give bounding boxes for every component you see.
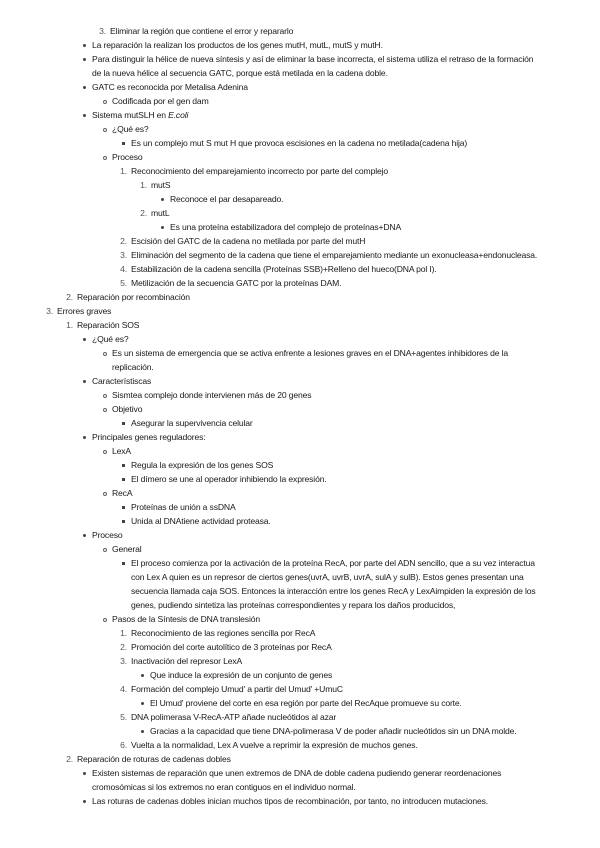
bullet-icon xyxy=(83,800,86,803)
item-text: Promoción del corte autolítico de 3 proteínas por RecA xyxy=(131,642,332,652)
list-item xyxy=(0,444,540,458)
bullet-icon xyxy=(103,492,107,496)
list-number: 1. xyxy=(120,166,127,176)
item-text: Las roturas de cadenas dobles inician muchos tipos de recombinación, por tanto, no introducen mutaciones. xyxy=(92,796,489,806)
list-item xyxy=(0,388,540,402)
item-text: Existen sistemas de reparación que unen extremos de DNA de doble cadena pudiendo generar reordenaciones cromosómicas si los extremos no eran contiguos en el individuo normal. xyxy=(92,768,502,792)
list-number: 4. xyxy=(120,684,127,694)
item-text: Unida al DNAtiene actividad proteasa. xyxy=(131,516,271,526)
list-item xyxy=(0,346,540,374)
list-number: 2. xyxy=(120,236,127,246)
list-item xyxy=(0,52,540,80)
bullet-icon xyxy=(83,86,86,89)
list-item xyxy=(0,514,540,528)
item-text: Proteínas de unión a ssDNA xyxy=(131,502,236,512)
bullet-icon xyxy=(83,114,86,117)
item-text: Inactivación del represor LexA xyxy=(131,656,243,666)
item-text: El proceso comienza por la activación de la proteína RecA, por parte del ADN sencillo, que a su vez interactua con Lex A quien es un represor de ciertos genes(uvrA, uvrB, uvrA, sulA y sulB). Estos genes presentan una secuencia llamada caja SOS. Entonces la interacción entre los genes RecA y LexAimpiden la expresión de los genes, pudiendo sintetiza las proteínas correspondientes y repara los daños producidos, xyxy=(131,558,536,610)
list-item xyxy=(0,654,540,668)
item-text: Característiscas xyxy=(92,376,152,386)
bullet-icon xyxy=(83,338,86,341)
bullet-icon xyxy=(103,394,107,398)
item-text: Reconocimiento de las regiones sencilla por RecA xyxy=(131,628,316,638)
bullet-icon xyxy=(122,464,125,467)
item-text: RecA xyxy=(112,488,133,498)
item-text: Vuelta a la normalidad, Lex A vuelve a reprimir la expresión de muchos genes. xyxy=(131,740,418,750)
item-text: Objetivo xyxy=(112,404,143,414)
bullet-icon xyxy=(103,450,107,454)
item-text: Regula la expresión de los genes SOS xyxy=(131,460,274,470)
bullet-icon xyxy=(103,618,107,622)
item-text: Principales genes reguladores: xyxy=(92,432,206,442)
bullet-icon xyxy=(83,772,86,775)
list-number: 1. xyxy=(120,628,127,638)
bullet-icon xyxy=(122,520,125,523)
item-text: Proceso xyxy=(112,152,143,162)
item-text: Asegurar la supervivencia celular xyxy=(131,418,253,428)
list-number: 4. xyxy=(120,264,127,274)
list-item xyxy=(0,668,540,682)
list-item xyxy=(0,150,540,164)
bullet-icon xyxy=(122,478,125,481)
list-item xyxy=(0,738,540,752)
bullet-icon xyxy=(83,58,86,61)
list-item xyxy=(0,724,540,738)
item-text: Reconocimiento del emparejamiento incorrecto por parte del complejo xyxy=(131,166,388,176)
italic-text: E.coli xyxy=(168,110,189,120)
list-item xyxy=(0,220,540,234)
list-item xyxy=(0,38,540,52)
bullet-icon xyxy=(141,730,144,733)
bullet-icon xyxy=(103,352,107,356)
list-number: 2. xyxy=(66,292,73,302)
list-item xyxy=(0,640,540,654)
list-item xyxy=(0,164,540,178)
item-text: Proceso xyxy=(92,530,123,540)
list-number: 3. xyxy=(46,306,53,316)
item-text: Es una proteína estabilizadora del complejo de proteínas+DNA xyxy=(170,222,402,232)
list-item xyxy=(0,794,540,808)
item-text: Reconoce el par desapareado. xyxy=(170,194,284,204)
list-number: 3. xyxy=(120,250,127,260)
item-text: LexA xyxy=(112,446,131,456)
list-number: 3. xyxy=(99,26,106,36)
bullet-icon xyxy=(103,548,107,552)
list-item xyxy=(0,262,540,276)
item-text: DNA polimerasa V-RecA-ATP añade nucleótidos al azar xyxy=(131,712,337,722)
list-number: 1. xyxy=(140,180,147,190)
item-text: Que induce la expresión de un conjunto de genes xyxy=(150,670,333,680)
item-text: Gracias a la capacidad que tiene DNA-polimerasa V de poder añadir nucleótidos sin un DNA molde. xyxy=(150,726,517,736)
bullet-icon xyxy=(122,562,125,565)
item-text: GATC es reconocida por Metalisa Adenina xyxy=(92,82,248,92)
item-text: Es un sistema de emergencia que se activa enfrente a lesiones graves en el DNA+agentes inhibidores de la replicación. xyxy=(112,348,508,372)
item-text: Eliminación del segmento de la cadena que tiene el emparejamiento mediante un exonucleasa+endonucleasa. xyxy=(131,250,538,260)
item-text: Reparación SOS xyxy=(77,320,140,330)
bullet-icon xyxy=(122,506,125,509)
item-text: Escisión del GATC de la cadena no metilada por parte del mutH xyxy=(131,236,366,246)
list-item xyxy=(0,682,540,696)
item-text: Metilización de la secuencia GATC por la proteínas DAM. xyxy=(131,278,342,288)
item-text: Sismtea complejo donde intervienen más de 20 genes xyxy=(112,390,312,400)
item-text: Formación del complejo Umud' a partir del Umud' +UmuC xyxy=(131,684,343,694)
item-text: mutS xyxy=(151,180,171,190)
list-item xyxy=(0,318,540,332)
list-number: 3. xyxy=(120,656,127,666)
bullet-icon xyxy=(103,408,107,412)
bullet-icon xyxy=(83,436,86,439)
list-item xyxy=(0,192,540,206)
list-number: 1. xyxy=(66,320,73,330)
list-item xyxy=(0,178,540,192)
list-item xyxy=(0,136,540,150)
list-item xyxy=(0,542,540,556)
item-text: Estabilización de la cadena sencilla (Proteínas SSB)+Relleno del hueco(DNA pol I). xyxy=(131,264,437,274)
item-text: Pasos de la Síntesis de DNA translesión xyxy=(112,614,260,624)
bullet-icon xyxy=(103,156,107,160)
item-text: El Umud' proviene del corte en esa región por parte del RecAque promueve su corte. xyxy=(150,698,462,708)
item-text: Eliminar la región que contiene el error y repararlo xyxy=(110,26,294,36)
item-text: Para distinguir la hélice de nueva síntesis y así de eliminar la base incorrecta, el sistema utiliza el retraso de la formación de la nueva hélice al secuencia GATC, porque está metilada en la cadena doble. xyxy=(92,54,534,78)
list-item xyxy=(0,696,540,710)
item-text: Codificada por el gen dam xyxy=(112,96,209,106)
list-item xyxy=(0,276,540,290)
list-number: 5. xyxy=(120,712,127,722)
bullet-icon xyxy=(161,226,164,229)
item-text: General xyxy=(112,544,142,554)
item-text: La reparación la realizan los productos de los genes mutH, mutL, mutS y mutH. xyxy=(92,40,383,50)
list-item xyxy=(0,206,540,220)
item-text: Errores graves xyxy=(57,306,112,316)
list-item xyxy=(0,304,540,318)
list-item xyxy=(0,402,540,416)
bullet-icon xyxy=(122,422,125,425)
bullet-icon xyxy=(83,44,86,47)
bullet-icon xyxy=(83,380,86,383)
list-item xyxy=(0,766,540,794)
list-item xyxy=(0,108,540,122)
list-number: 5. xyxy=(120,278,127,288)
item-text: mutL xyxy=(151,208,170,218)
list-item xyxy=(0,416,540,430)
list-item xyxy=(0,290,540,304)
list-item xyxy=(0,430,540,444)
bullet-icon xyxy=(141,674,144,677)
bullet-icon xyxy=(161,198,164,201)
list-item xyxy=(0,234,540,248)
item-text: El dímero se une al operador inhibiendo la expresión. xyxy=(131,474,327,484)
bullet-icon xyxy=(103,100,107,104)
list-item xyxy=(0,458,540,472)
list-item xyxy=(0,122,540,136)
list-item xyxy=(0,94,540,108)
list-number: 2. xyxy=(140,208,147,218)
item-text: Sistema mutSLH en xyxy=(92,110,169,120)
list-number: 2. xyxy=(120,642,127,652)
bullet-icon xyxy=(141,702,144,705)
list-item xyxy=(0,710,540,724)
list-item xyxy=(0,24,540,38)
bullet-icon xyxy=(122,142,125,145)
list-item xyxy=(0,528,540,542)
item-text: ¿Qué es? xyxy=(112,124,149,134)
list-number: 2. xyxy=(66,754,73,764)
list-item xyxy=(0,80,540,94)
item-text: Reparación de roturas de cadenas dobles xyxy=(77,754,231,764)
list-number: 6. xyxy=(120,740,127,750)
list-item xyxy=(0,332,540,346)
list-item xyxy=(0,626,540,640)
item-text: Reparación por recombinación xyxy=(77,292,190,302)
list-item xyxy=(0,374,540,388)
list-item xyxy=(0,556,540,612)
bullet-icon xyxy=(83,534,86,537)
list-item xyxy=(0,752,540,766)
item-text: Es un complejo mut S mut H que provoca escisiones en la cadena no metilada(cadena hija) xyxy=(131,138,468,148)
list-item xyxy=(0,500,540,514)
item-text: ¿Qué es? xyxy=(92,334,129,344)
list-item xyxy=(0,612,540,626)
list-item xyxy=(0,486,540,500)
list-item xyxy=(0,472,540,486)
bullet-icon xyxy=(103,128,107,132)
list-item xyxy=(0,248,540,262)
